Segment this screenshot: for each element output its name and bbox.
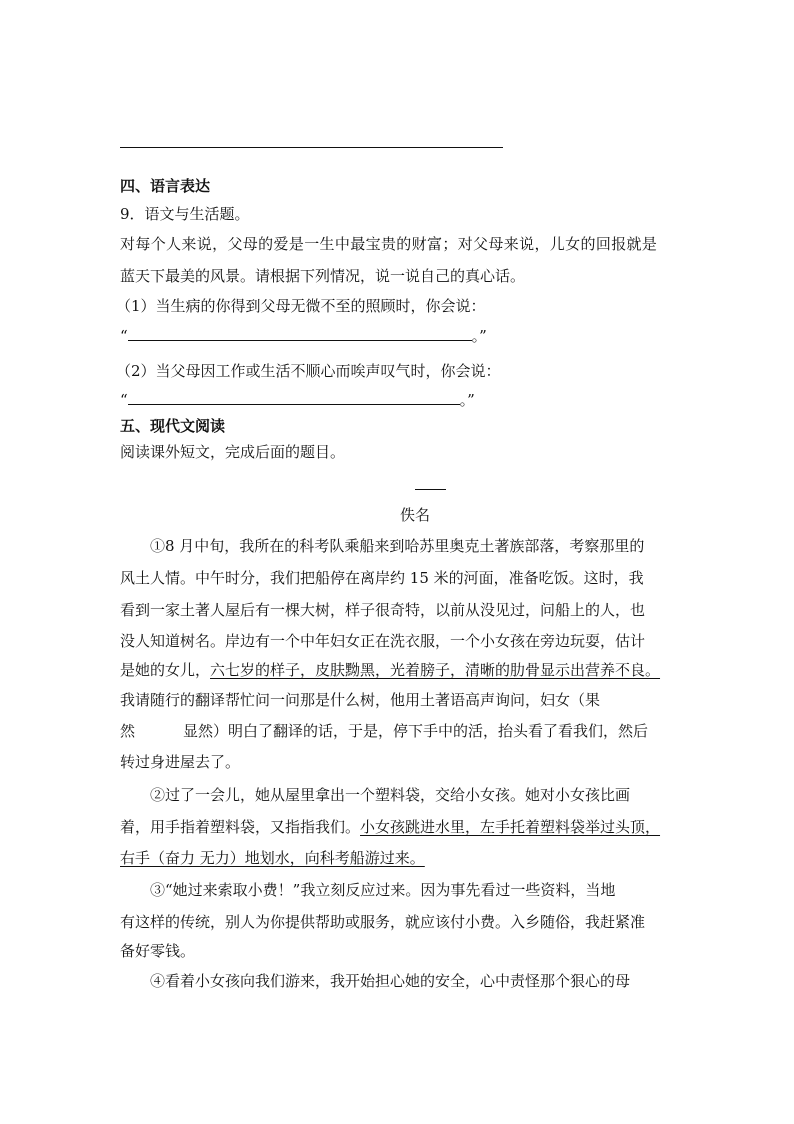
close-quote-2: 。” (459, 391, 475, 409)
answer-line-top (120, 147, 503, 148)
intro-line-1: 对每个人来说，父母的爱是一生中最宝贵的财富；对父母来说，儿女的回报就是 (120, 235, 658, 253)
answer-row-1 (120, 326, 487, 346)
answer-blank-2[interactable] (128, 390, 460, 405)
p1-line-7-rest: 显然）明白了翻译的话，于是，停下手中的活，抬头看了看我们，然后 (183, 722, 649, 740)
section-heading-4: 四、语言表达 (120, 177, 211, 195)
underlined-sentence-1: 六七岁的样子，皮肤黝黑，光着膀子，清晰的肋骨显示出营养不良。 (210, 661, 661, 679)
p3-line-1: ③“她过来索取小费！”我立刻反应过来。因为事先看过一些资料，当地 (150, 881, 616, 899)
p3-line-2: 有这样的传统，别人为你提供帮助或服务，就应该付小费。入乡随俗，我赶紧准 (120, 913, 646, 931)
underlined-sentence-2b: 右手（奋力 无力）地划水，向科考船游过来。 (120, 849, 425, 867)
word-option-1: 然 (120, 722, 136, 740)
answer-row-2 (120, 390, 475, 410)
open-quote-1: “ (120, 327, 128, 345)
p2-line-2-start: 着，用手指着塑料袋，又指指我们。 (120, 818, 361, 836)
p4-line-1: ④看着小女孩向我们游来，我开始担心她的安全，心中责怪那个狠心的母 (150, 972, 631, 990)
underlined-sentence-2a: 小女孩跳进水里，左手托着塑料袋举过头顶， (360, 818, 661, 836)
p1-line-2: 风土人情。中午时分，我们把船停在离岸约 15 米的河面，准备吃饭。这时，我 (120, 569, 644, 587)
question-9: 9．语文与生活题。 (120, 205, 250, 223)
p1-line-8: 转过身进屋去了。 (120, 753, 241, 771)
p1-line-1: ①8 月中旬，我所在的科考队乘船来到哈苏里奥克土著族部落，考察那里的 (150, 537, 645, 555)
item-2: （2）当父母因工作或生活不顺心而唉声叹气时，你会说： (116, 362, 501, 380)
item-1: （1）当生病的你得到父母无微不至的照顾时，你会说： (116, 297, 486, 315)
p3-line-3: 备好零钱。 (120, 942, 196, 960)
title-blank-line (415, 489, 446, 490)
p2-line-2 (120, 817, 660, 837)
article-author: 佚名 (399, 506, 430, 524)
open-quote-2: “ (120, 391, 128, 409)
p1-line-4: 没人知道树名。岸边有一个中年妇女正在洗衣服，一个小女孩在旁边玩耍，估计 (120, 632, 646, 650)
p1-line-6: 我请随行的翻译帮忙问一问那是什么树，他用土著语高声询问，妇女（果 (120, 691, 601, 709)
p2-line-1: ②过了一会儿，她从屋里拿出一个塑料袋，交给小女孩。她对小女孩比画 (150, 786, 631, 804)
p1-line-7 (120, 721, 648, 741)
p1-line-3: 看到一家土著人屋后有一棵大树，样子很奇特，以前从没见过，问船上的人，也 (120, 601, 646, 619)
close-quote-1: 。” (471, 327, 487, 345)
intro-line-2: 蓝天下最美的风景。请根据下列情况，说一说自己的真心话。 (120, 267, 526, 285)
reading-instruction: 阅读课外短文，完成后面的题目。 (120, 443, 346, 461)
section-heading-5: 五、现代文阅读 (120, 417, 226, 435)
answer-blank-1[interactable] (128, 326, 472, 341)
p1-line-5 (120, 660, 660, 680)
p1-line-5-start: 是她的女儿， (120, 661, 211, 679)
